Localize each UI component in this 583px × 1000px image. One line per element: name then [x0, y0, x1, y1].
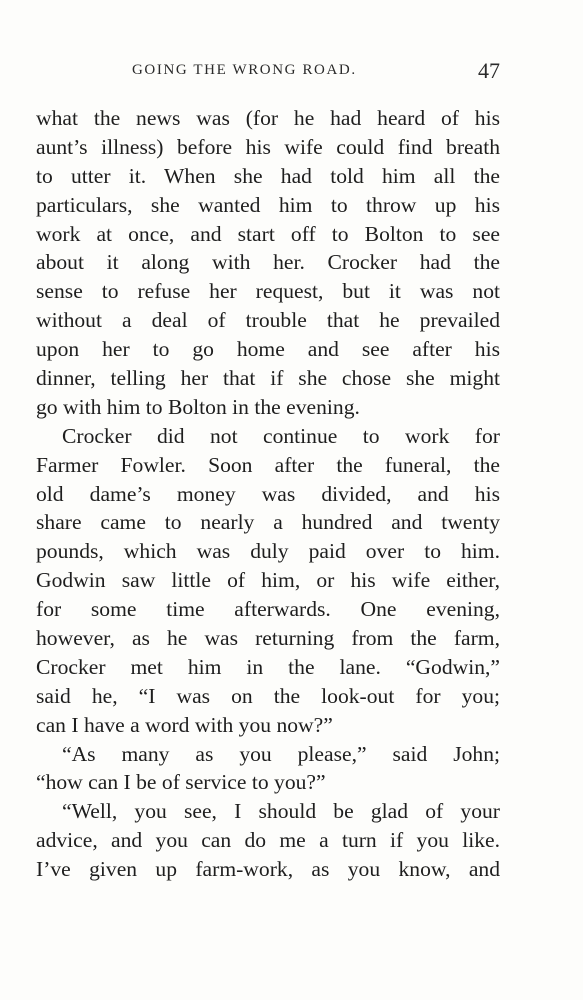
- text-line: work at once, and start off to Bolton to see: [36, 221, 500, 246]
- text-line: what the news was (for he had heard of his: [36, 106, 500, 130]
- text-line: for some time afterwards. One evening,: [36, 597, 500, 622]
- text-line: Crocker did not continue to work for: [62, 423, 500, 448]
- text-line: aunt’s illness) before his wife could find breath: [36, 134, 500, 159]
- text-line: I’ve given up farm-work, as you know, and: [36, 857, 500, 882]
- text-line: Farmer Fowler. Soon after the funeral, the: [36, 452, 500, 477]
- text-line: go with him to Bolton in the evening.: [36, 394, 360, 419]
- text-line: said he, “I was on the look-out for you;: [36, 683, 500, 708]
- page-header: [36, 58, 500, 88]
- text-line: without a deal of trouble that he prevailed: [36, 308, 500, 333]
- text-line: to utter it. When she had told him all the: [36, 163, 500, 188]
- page-number: 47: [478, 58, 500, 83]
- text-line: Crocker met him in the lane. “Godwin,”: [36, 654, 500, 679]
- text-line: dinner, telling her that if she chose she might: [36, 366, 500, 391]
- text-line: upon her to go home and see after his: [36, 337, 500, 362]
- text-line: sense to refuse her request, but it was not: [36, 279, 500, 304]
- text-line: however, as he was returning from the farm,: [36, 626, 500, 651]
- text-line: “As many as you please,” said John;: [62, 741, 500, 766]
- body-text: [36, 104, 500, 884]
- text-line: “Well, you see, I should be glad of your: [62, 799, 500, 824]
- text-line: Godwin saw little of him, or his wife either,: [36, 568, 500, 593]
- text-line: advice, and you can do me a turn if you like.: [36, 828, 500, 853]
- running-head: GOING THE WRONG ROAD.: [132, 62, 357, 78]
- text-line: can I have a word with you now?”: [36, 712, 333, 737]
- text-line: share came to nearly a hundred and twenty: [36, 510, 500, 535]
- text-line: “how can I be of service to you?”: [36, 770, 326, 795]
- text-line: pounds, which was duly paid over to him.: [36, 539, 500, 564]
- text-line: old dame’s money was divided, and his: [36, 481, 500, 506]
- text-line: particulars, she wanted him to throw up his: [36, 192, 500, 217]
- text-line: about it along with her. Crocker had the: [36, 250, 500, 275]
